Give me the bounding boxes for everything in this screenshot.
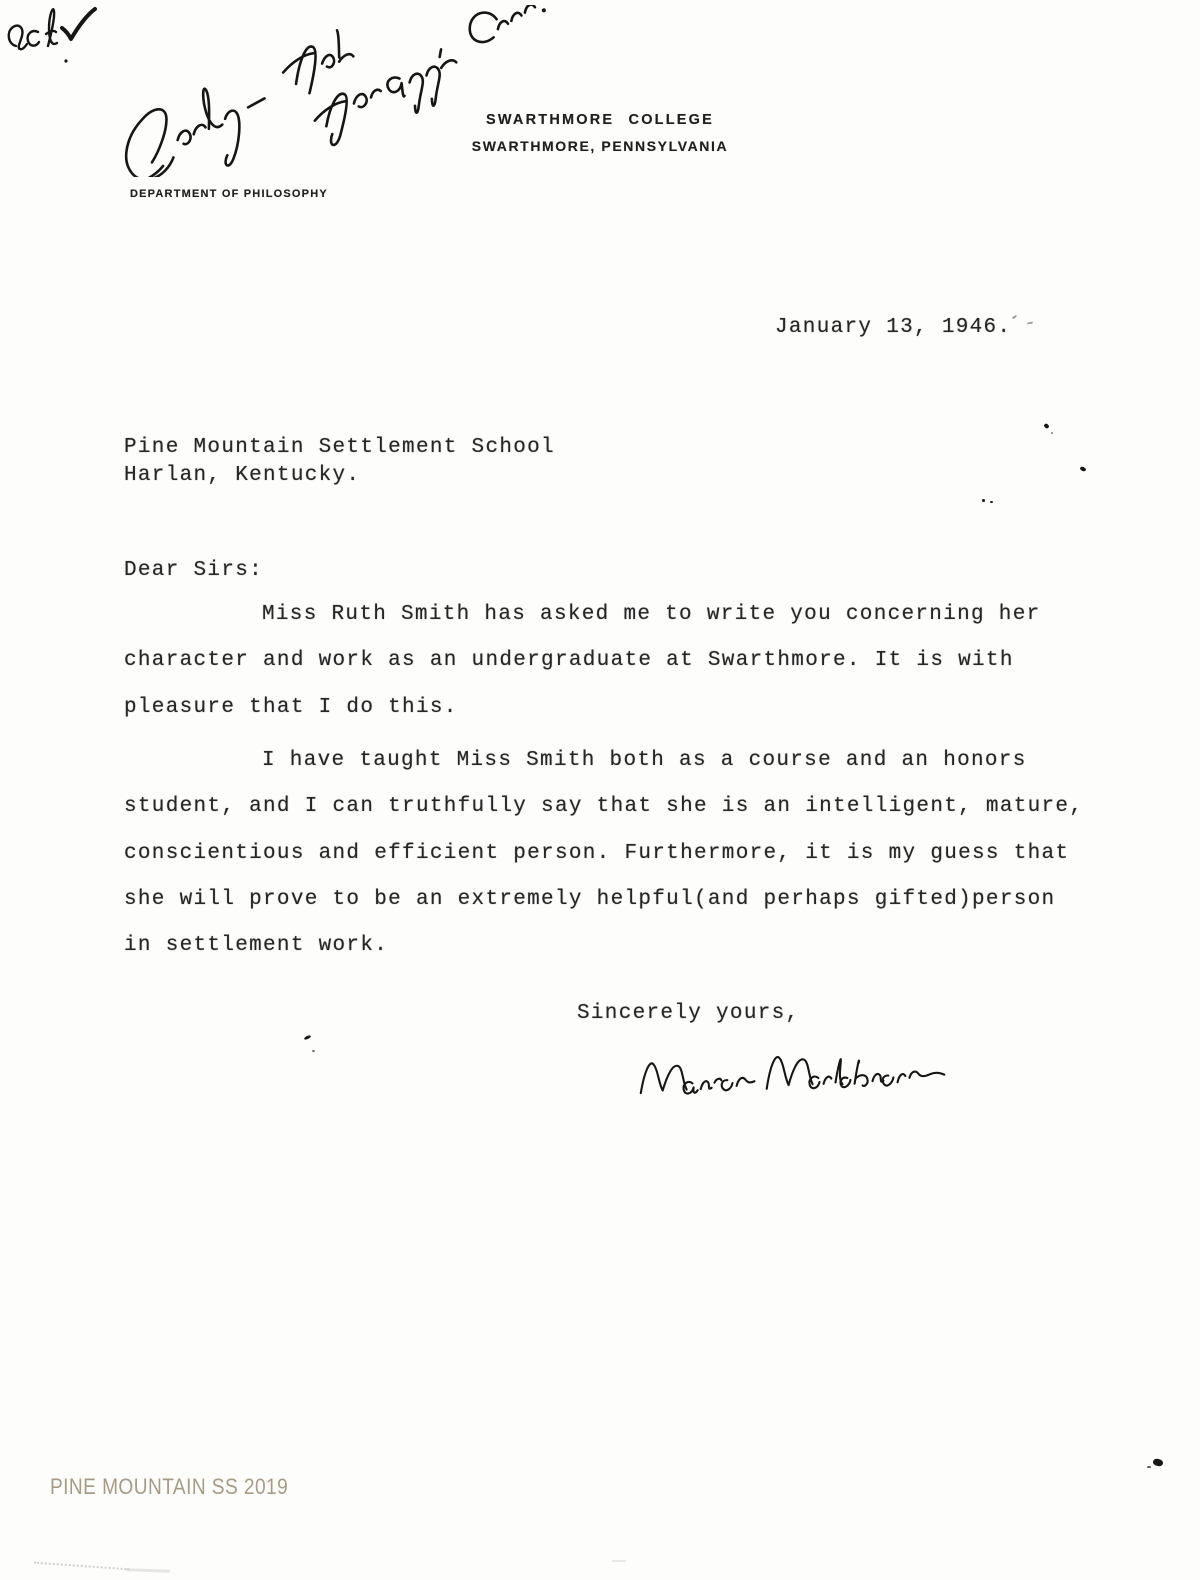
letterhead-department: DEPARTMENT OF PHILOSOPHY (130, 188, 328, 200)
ink-speckle (990, 501, 993, 503)
ink-speckle (1152, 1458, 1163, 1467)
ink-speckle (1147, 1466, 1151, 1468)
ink-speckle (1079, 466, 1086, 472)
body-line: character and work as an undergraduate at Swarthmore. It is with (124, 649, 1014, 672)
ink-speckle (304, 1035, 312, 1041)
ink-speckle (1043, 423, 1049, 429)
body-line: student, and I can truthfully say that she is an intelligent, mature, (124, 795, 1084, 818)
recipient-line: Pine Mountain Settlement School (124, 436, 555, 459)
body-line: she will prove to be an extremely helpful(and perhaps gifted)person (124, 888, 1056, 911)
scan-smudge (126, 1568, 170, 1573)
recipient-line: Harlan, Kentucky. (124, 464, 361, 487)
letterhead-college-location: SWARTHMORE, PENNSYLVANIA (471, 138, 729, 154)
archive-watermark: PINE MOUNTAIN SS 2019 (50, 1474, 289, 1499)
ink-speckle (1027, 321, 1033, 324)
letterhead-college-name: SWARTHMORE COLLEGE (485, 112, 715, 128)
ink-speckle (1012, 315, 1017, 320)
ink-speckle (312, 1050, 315, 1052)
scan-smudge (612, 1560, 626, 1562)
signature-handwriting (630, 1032, 950, 1104)
ink-speckle (1051, 432, 1053, 434)
body-line: conscientious and efficient person. Furthermore, it is my guess that (124, 842, 1070, 865)
scan-smudge (34, 1553, 131, 1571)
body-line: in settlement work. (124, 934, 389, 957)
body-line: I have taught Miss Smith both as a course and an honors (262, 749, 1027, 772)
letter-date: January 13, 1946. (775, 316, 1012, 339)
closing: Sincerely yours, (577, 1002, 800, 1025)
salutation: Dear Sirs: (124, 559, 264, 582)
ink-speckle (982, 499, 985, 502)
body-line: Miss Ruth Smith has asked me to write you concerning her (262, 603, 1041, 626)
body-line: pleasure that I do this. (124, 696, 458, 719)
